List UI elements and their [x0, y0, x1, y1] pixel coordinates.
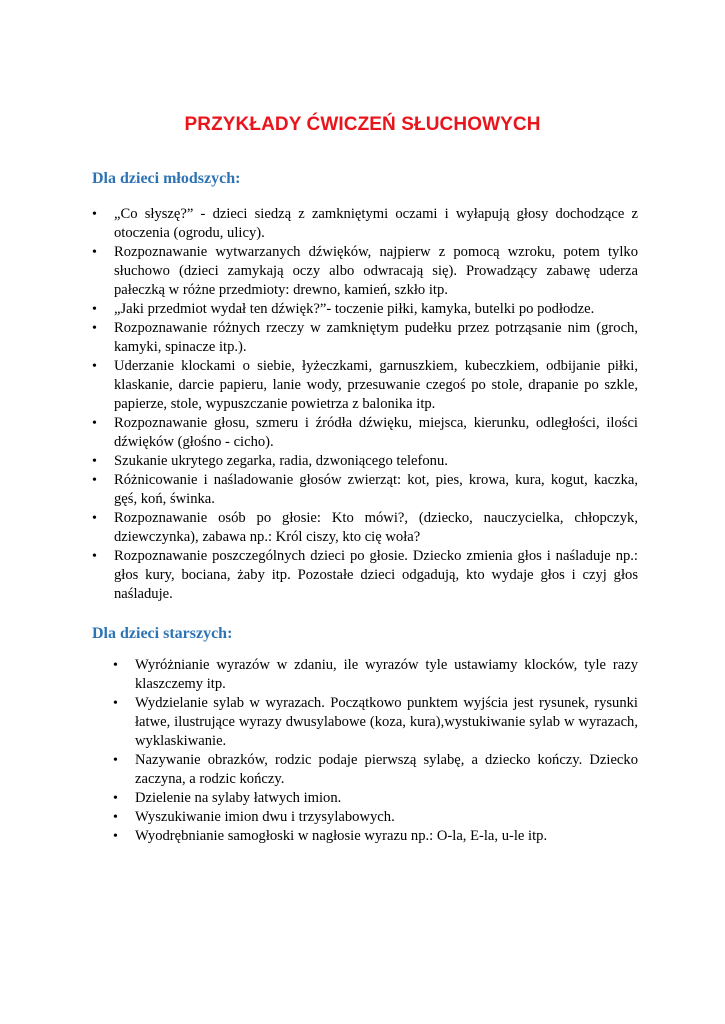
section-heading-older: Dla dzieci starszych: — [92, 625, 233, 642]
list-item: • Uderzanie klockami o siebie, łyżeczkami, garnuszkiem, kubeczkiem, odbijanie piłki, klaskanie, darcie papieru, lanie wody, przesuwanie czegoś po stole, drapanie po szkle, papierze, stole, wypuszczanie powietrza z balonika itp. — [92, 357, 638, 414]
list-item: • Rozpoznawanie głosu, szmeru i źródła dźwięku, miejsca, kierunku, odległości, ilości dźwięków (głośno - cicho). — [92, 414, 638, 452]
list-item: • „Co słyszę?” - dzieci siedzą z zamkniętymi oczami i wyłapują głosy dochodzące z otoczenia (ogrodu, ulicy). — [92, 205, 638, 243]
list-item: • Rozpoznawanie różnych rzeczy w zamkniętym pudełku przez potrząsanie nim (groch, kamyki, spinacze itp.). — [92, 319, 638, 357]
list-item: • Wyodrębnianie samogłoski w nagłosie wyrazu np.: O-la, E-la, u-le itp. — [113, 827, 638, 846]
list-item: • Rozpoznawanie osób po głosie: Kto mówi?, (dziecko, nauczycielka, chłopczyk, dziewczynka), zabawa np.: Król ciszy, kto cię woła? — [92, 509, 638, 547]
list-item: • Wyszukiwanie imion dwu i trzysylabowych. — [113, 808, 638, 827]
list-item: • Dzielenie na sylaby łatwych imion. — [113, 789, 638, 808]
list-item: • Różnicowanie i naśladowanie głosów zwierząt: kot, pies, krowa, kura, kogut, kaczka, gęś, koń, świnka. — [92, 471, 638, 509]
list-item: • Wydzielanie sylab w wyrazach. Początkowo punktem wyjścia jest rysunek, rysunki łatwe, ilustrujące wyrazy dwusylabowe (koza, kura),wystukiwanie sylab w wyrazach, wyklaskiwanie. — [113, 694, 638, 751]
list-item: • Rozpoznawanie wytwarzanych dźwięków, najpierw z pomocą wzroku, potem tylko słuchowo (dzieci zamykają oczy albo odwracają się). Prowadzący zabawę uderza pałeczką w różne przedmioty: drewno, kamień, szkło itp. — [92, 243, 638, 300]
list-item: • „Jaki przedmiot wydał ten dźwięk?”- toczenie piłki, kamyka, butelki po podłodze. — [92, 300, 638, 319]
bullet-list-younger — [92, 205, 638, 604]
list-item: • Nazywanie obrazków, rodzic podaje pierwszą sylabę, a dziecko kończy. Dziecko zaczyna, a rodzic kończy. — [113, 751, 638, 789]
list-item: • Rozpoznawanie poszczególnych dzieci po głosie. Dziecko zmienia głos i naśladuje np.: głos kury, bociana, żaby itp. Pozostałe dzieci odgadują, kto wydaje głos i czyj głos naśladuje. — [92, 547, 638, 604]
bullet-list-older — [113, 656, 638, 846]
list-item: • Szukanie ukrytego zegarka, radia, dzwoniącego telefonu. — [92, 452, 638, 471]
page-title: PRZYKŁADY ĆWICZEŃ SŁUCHOWYCH — [184, 114, 541, 135]
section-heading-younger: Dla dzieci młodszych: — [92, 170, 241, 187]
list-item: • Wyróżnianie wyrazów w zdaniu, ile wyrazów tyle ustawiamy klocków, tyle razy klaszczemy itp. — [113, 656, 638, 694]
